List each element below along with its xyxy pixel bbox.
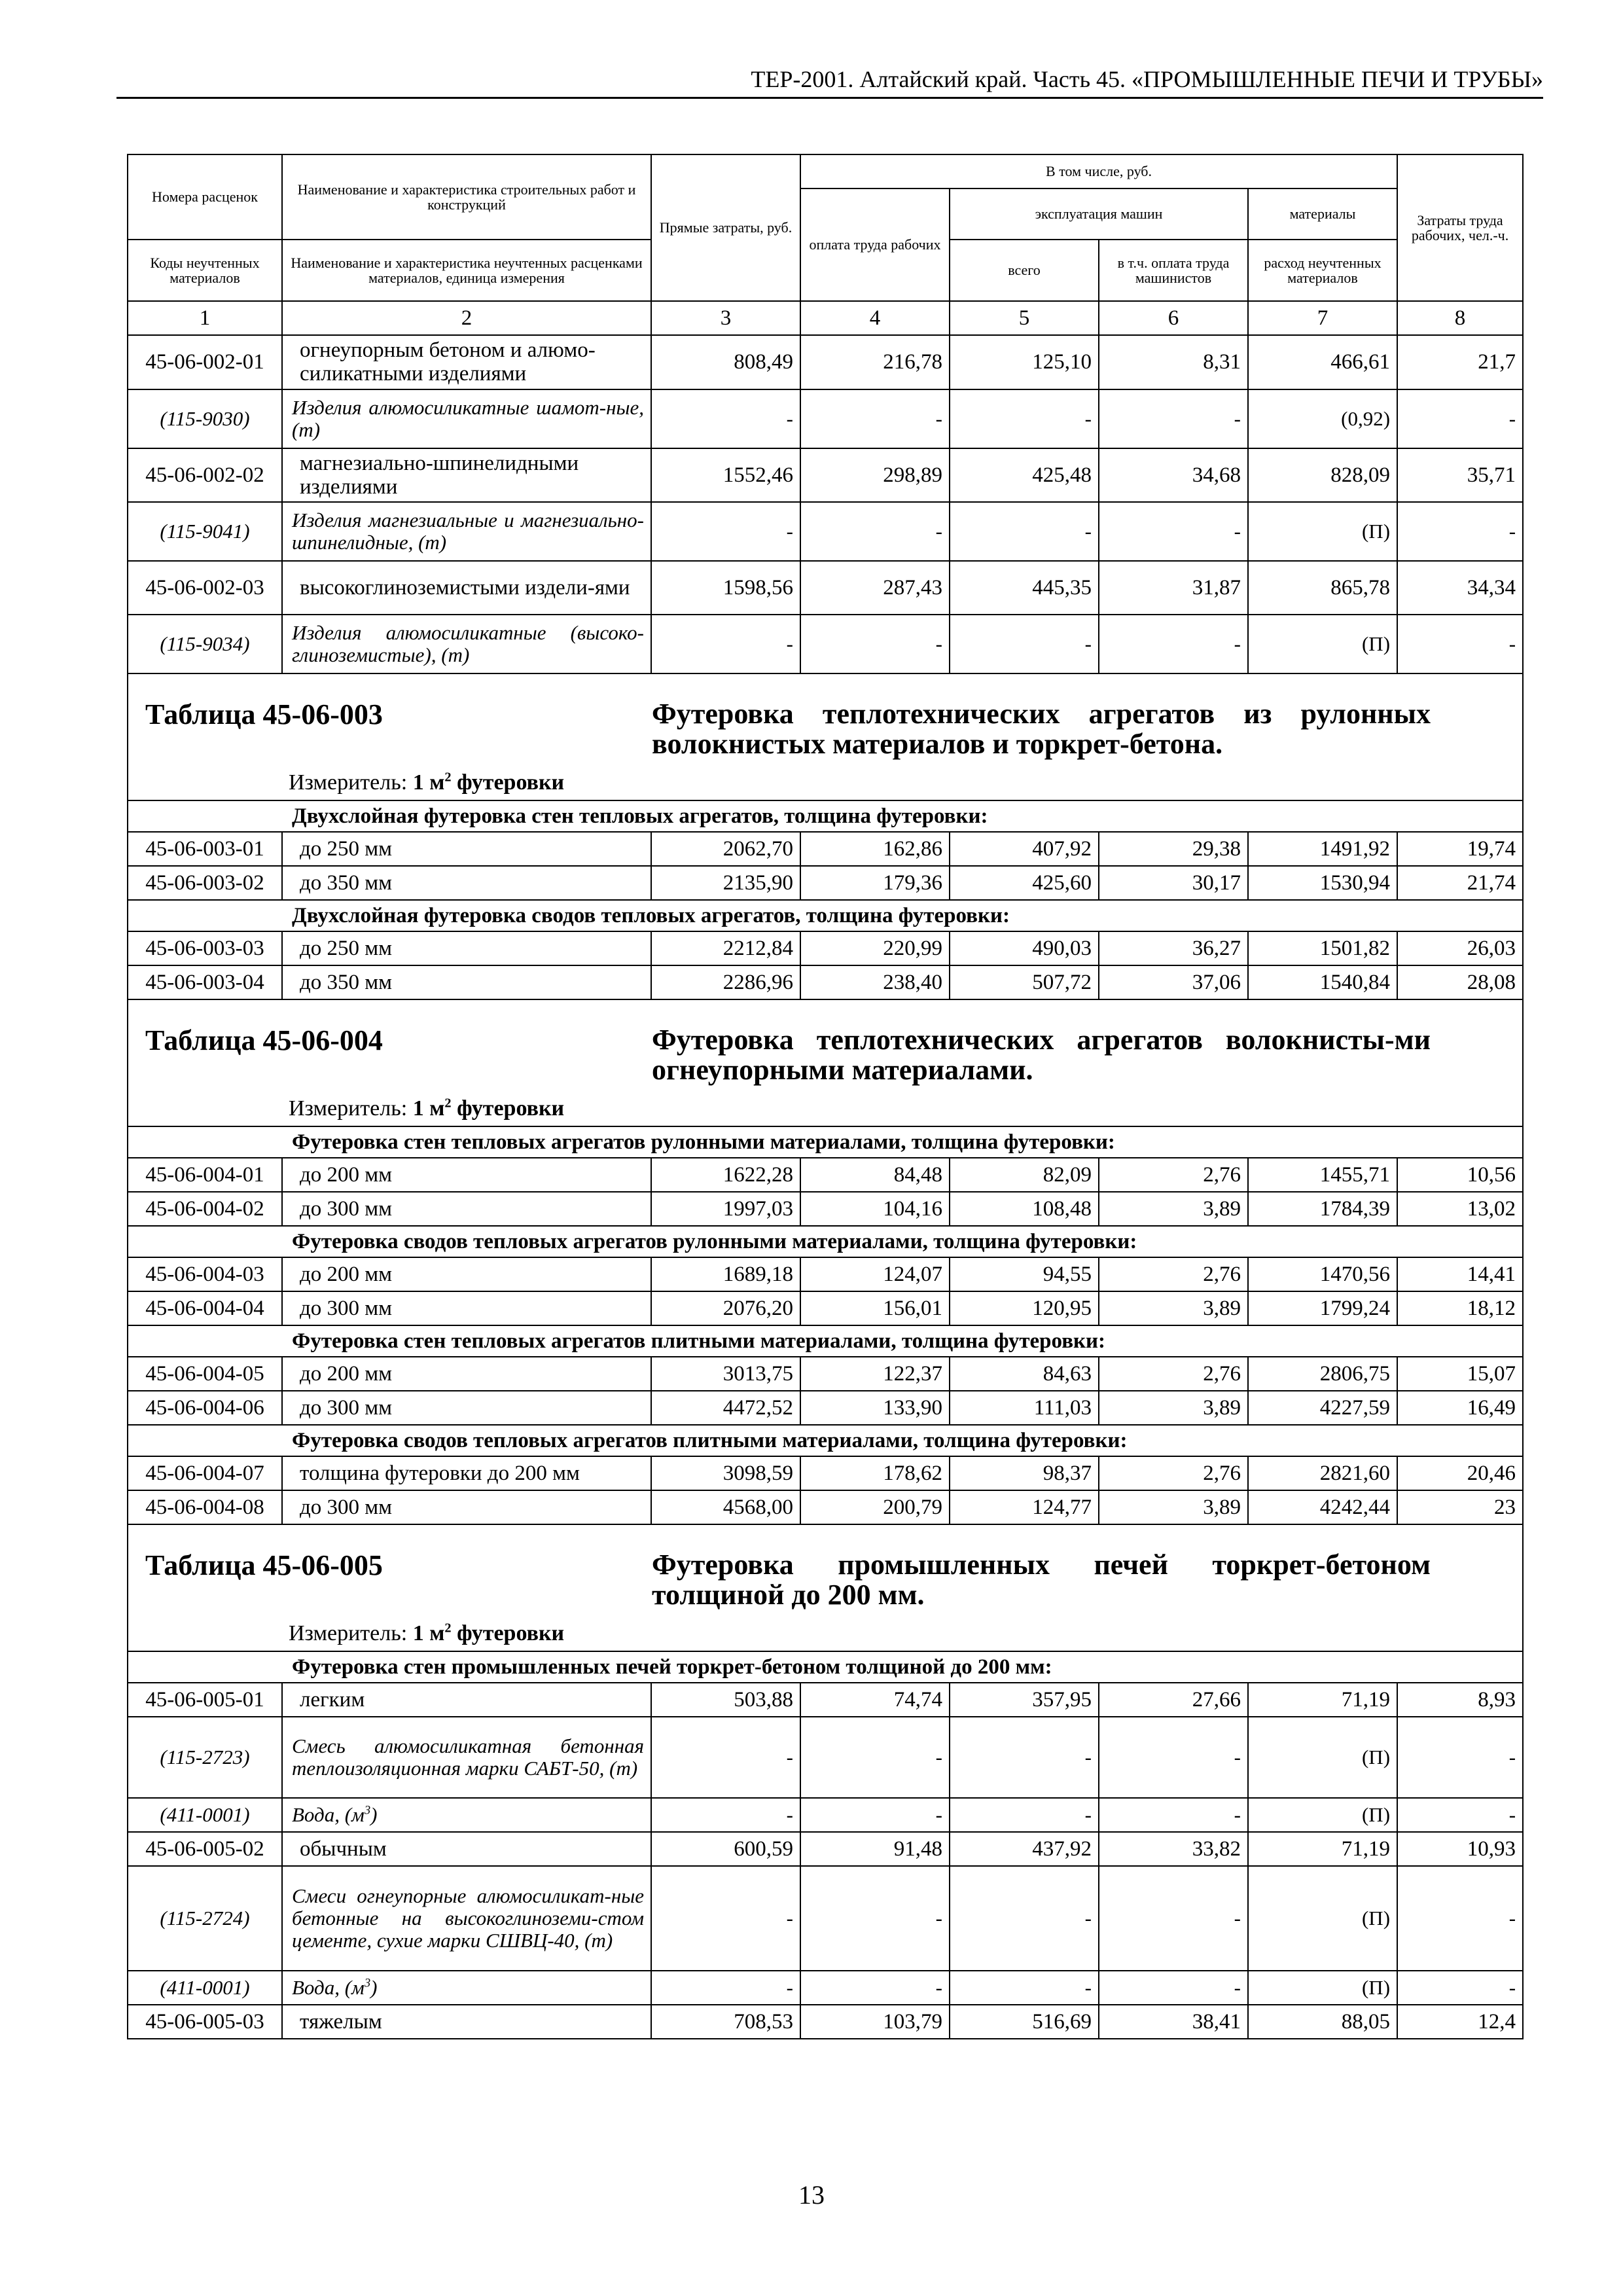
value-cell: 103,79 [800, 2005, 950, 2039]
rate-row [128, 2005, 1523, 2039]
value-cell: 21,74 [1397, 866, 1523, 900]
value-cell: - [1397, 1717, 1523, 1798]
rate-code: 45-06-002-03 [128, 561, 282, 615]
value-cell: 2806,75 [1248, 1357, 1397, 1391]
value-cell: 2062,70 [651, 832, 800, 866]
section-heading: Футеровка стен промышленных печей торкрет-бетоном толщиной до 200 мм: [128, 1651, 1523, 1683]
column-number: 6 [1099, 301, 1248, 335]
rate-row [128, 931, 1523, 965]
value-cell: - [1099, 615, 1248, 673]
section-heading: Футеровка сводов тепловых агрегатов плитными материалами, толщина футеровки: [128, 1425, 1523, 1456]
value-cell: 865,78 [1248, 561, 1397, 615]
header-col7: расход неучтенных материалов [1248, 240, 1397, 301]
rate-code: 45-06-004-02 [128, 1192, 282, 1226]
value-cell: - [800, 1866, 950, 1971]
rate-row [128, 965, 1523, 999]
measure-unit: Измеритель: 1 $м^2$ футеровки [128, 755, 1523, 800]
value-cell: 298,89 [800, 448, 950, 503]
rate-row [128, 1490, 1523, 1524]
rate-code: 45-06-003-01 [128, 832, 282, 866]
value-cell: 19,74 [1397, 832, 1523, 866]
rate-name: легким [282, 1683, 651, 1717]
rate-code: 45-06-004-08 [128, 1490, 282, 1524]
value-cell: 178,62 [800, 1456, 950, 1490]
value-cell: 1598,56 [651, 561, 800, 615]
value-cell: 437,92 [950, 1832, 1099, 1866]
value-cell: 124,07 [800, 1257, 950, 1291]
value-cell: 4242,44 [1248, 1490, 1397, 1524]
column-number: 8 [1397, 301, 1523, 335]
value-cell: - [950, 1798, 1099, 1832]
value-cell: 35,71 [1397, 448, 1523, 503]
value-cell: - [1397, 615, 1523, 673]
value-cell: 287,43 [800, 561, 950, 615]
rate-row [128, 1158, 1523, 1192]
value-cell: 88,05 [1248, 2005, 1397, 2039]
value-cell: 1622,28 [651, 1158, 800, 1192]
material-code: (411-0001) [128, 1798, 282, 1832]
table-heading [128, 999, 1523, 1086]
value-cell: 12,4 [1397, 2005, 1523, 2039]
value-cell: 15,07 [1397, 1357, 1523, 1391]
table-heading [128, 1524, 1523, 1611]
value-cell: (П) [1248, 1798, 1397, 1832]
value-cell: - [1397, 1971, 1523, 2005]
material-name: Изделия алюмосиликатные шамот-ные, (т) [282, 389, 651, 448]
value-cell: 425,48 [950, 448, 1099, 503]
value-cell: 407,92 [950, 832, 1099, 866]
value-cell: - [950, 615, 1099, 673]
value-cell: (П) [1248, 1971, 1397, 2005]
table-body [128, 154, 1523, 2039]
rate-row [128, 1357, 1523, 1391]
section-heading: Футеровка сводов тепловых агрегатов рулонными материалами, толщина футеровки: [128, 1226, 1523, 1257]
value-cell: 71,19 [1248, 1832, 1397, 1866]
value-cell: 36,27 [1099, 931, 1248, 965]
table-number: Таблица 45-06-003 [145, 698, 383, 731]
table-heading-row-003 [128, 673, 1523, 755]
rate-row [128, 1456, 1523, 1490]
rate-code: 45-06-003-03 [128, 931, 282, 965]
value-cell: 1997,03 [651, 1192, 800, 1226]
rate-code: 45-06-003-02 [128, 866, 282, 900]
material-row [128, 1717, 1523, 1798]
header-col1-bottom: Коды неучтенных материалов [128, 240, 282, 301]
value-cell: - [651, 1717, 800, 1798]
material-name: Изделия магнезиальные и магнезиально-шпинелидные, (т) [282, 502, 651, 561]
value-cell: 94,55 [950, 1257, 1099, 1291]
value-cell: 1491,92 [1248, 832, 1397, 866]
value-cell: 84,63 [950, 1357, 1099, 1391]
value-cell: 156,01 [800, 1291, 950, 1325]
column-number-row [128, 301, 1523, 335]
value-cell: 1540,84 [1248, 965, 1397, 999]
value-cell: 10,56 [1397, 1158, 1523, 1192]
value-cell: 503,88 [651, 1683, 800, 1717]
header-col2-bottom: Наименование и характеристика неучтенных расценками материалов, единица измерения [282, 240, 651, 301]
table-heading-row-005 [128, 1524, 1523, 1606]
table-title: Футеровка промышленных печей торкрет-бетоном толщиной до 200 мм. [652, 1549, 1431, 1611]
column-number: 1 [128, 301, 282, 335]
measure-row [128, 755, 1523, 800]
value-cell: 33,82 [1099, 1832, 1248, 1866]
rate-row [128, 1257, 1523, 1291]
material-row [128, 389, 1523, 448]
unit-superscript: 3 [364, 1976, 371, 1990]
value-cell: - [1397, 1798, 1523, 1832]
rate-name: до 200 мм [282, 1357, 651, 1391]
value-cell: 425,60 [950, 866, 1099, 900]
rate-code: 45-06-004-03 [128, 1257, 282, 1291]
material-code: (115-2723) [128, 1717, 282, 1798]
header-col1-top: Номера расценок [128, 154, 282, 240]
value-cell: 1552,46 [651, 448, 800, 503]
value-cell: 23 [1397, 1490, 1523, 1524]
header-materials: материалы [1248, 188, 1397, 240]
material-code: (115-9041) [128, 502, 282, 561]
rate-name: обычным [282, 1832, 651, 1866]
unit-superscript: 2 [444, 1621, 452, 1636]
value-cell: 1455,71 [1248, 1158, 1397, 1192]
value-cell: 91,48 [800, 1832, 950, 1866]
value-cell: 179,36 [800, 866, 950, 900]
value-cell: 2,76 [1099, 1158, 1248, 1192]
value-cell: 26,03 [1397, 931, 1523, 965]
value-cell: - [1099, 1798, 1248, 1832]
value-cell: 34,34 [1397, 561, 1523, 615]
value-cell: 516,69 [950, 2005, 1099, 2039]
rate-code: 45-06-004-07 [128, 1456, 282, 1490]
value-cell: 98,37 [950, 1456, 1099, 1490]
value-cell: (0,92) [1248, 389, 1397, 448]
unit-superscript: 2 [444, 1096, 452, 1111]
rate-row [128, 561, 1523, 615]
table-title: Футеровка теплотехнических агрегатов из рулонных волокнистых материалов и торкрет-бетона. [652, 698, 1431, 761]
rate-name: до 250 мм [282, 931, 651, 965]
column-number: 7 [1248, 301, 1397, 335]
section-heading: Футеровка стен тепловых агрегатов рулонными материалами, толщина футеровки: [128, 1126, 1523, 1158]
value-cell: - [1397, 389, 1523, 448]
rate-name: тяжелым [282, 2005, 651, 2039]
rate-name: до 300 мм [282, 1490, 651, 1524]
material-name: Изделия алюмосиликатные (высоко-глиноземистые), (т) [282, 615, 651, 673]
rate-code: 45-06-002-02 [128, 448, 282, 503]
section-heading: Двухслойная футеровка стен тепловых агрегатов, толщина футеровки: [128, 800, 1523, 832]
value-cell: 3,89 [1099, 1291, 1248, 1325]
rate-code: 45-06-002-01 [128, 335, 282, 389]
rate-name: толщина футеровки до 200 мм [282, 1456, 651, 1490]
table-title: Футеровка теплотехнических агрегатов волокнисты-ми огнеупорными материалами. [652, 1024, 1431, 1086]
value-cell: 27,66 [1099, 1683, 1248, 1717]
material-row [128, 1866, 1523, 1971]
measure-unit: Измеритель: 1 $м^2$ футеровки [128, 1081, 1523, 1126]
column-number: 3 [651, 301, 800, 335]
value-cell: - [651, 1866, 800, 1971]
rate-name: до 350 мм [282, 866, 651, 900]
running-head: ТЕР-2001. Алтайский край. Часть 45. «ПРОМЫШЛЕННЫЕ ПЕЧИ И ТРУБЫ» [116, 65, 1543, 99]
rate-row [128, 1683, 1523, 1717]
value-cell: 31,87 [1099, 561, 1248, 615]
rate-code: 45-06-005-01 [128, 1683, 282, 1717]
value-cell: 3,89 [1099, 1192, 1248, 1226]
material-code: (115-9030) [128, 389, 282, 448]
value-cell: 216,78 [800, 335, 950, 389]
value-cell: 2,76 [1099, 1357, 1248, 1391]
value-cell: 238,40 [800, 965, 950, 999]
value-cell: 445,35 [950, 561, 1099, 615]
rate-name: до 300 мм [282, 1291, 651, 1325]
value-cell: - [800, 1798, 950, 1832]
value-cell: - [1397, 1866, 1523, 1971]
value-cell: 133,90 [800, 1391, 950, 1425]
value-cell: 3,89 [1099, 1391, 1248, 1425]
value-cell: 124,77 [950, 1490, 1099, 1524]
material-name: Смеси огнеупорные алюмосиликат-ные бетонные на высокоглиноземи-стом цементе, сухие марки СШВЦ-40, (т) [282, 1866, 651, 1971]
rate-code: 45-06-004-01 [128, 1158, 282, 1192]
value-cell: 34,68 [1099, 448, 1248, 503]
header-col4: оплата труда рабочих [800, 188, 950, 301]
value-cell: (П) [1248, 1717, 1397, 1798]
material-row [128, 502, 1523, 561]
value-cell: - [651, 502, 800, 561]
value-cell: 21,7 [1397, 335, 1523, 389]
value-cell: - [1099, 1717, 1248, 1798]
rate-code: 45-06-003-04 [128, 965, 282, 999]
value-cell: 120,95 [950, 1291, 1099, 1325]
rates-table [127, 154, 1524, 2039]
rate-name: высокоглиноземистыми издели-ями [282, 561, 651, 615]
value-cell: 20,46 [1397, 1456, 1523, 1490]
value-cell: 82,09 [950, 1158, 1099, 1192]
table-number: Таблица 45-06-004 [145, 1024, 383, 1057]
rate-name: до 300 мм [282, 1192, 651, 1226]
value-cell: 71,19 [1248, 1683, 1397, 1717]
value-cell: 108,48 [950, 1192, 1099, 1226]
value-cell: 2076,20 [651, 1291, 800, 1325]
header-col2-top: Наименование и характеристика строительных работ и конструкций [282, 154, 651, 240]
section-heading-row [128, 900, 1523, 931]
value-cell: 2821,60 [1248, 1456, 1397, 1490]
value-cell: - [800, 389, 950, 448]
value-cell: 2286,96 [651, 965, 800, 999]
rate-code: 45-06-004-05 [128, 1357, 282, 1391]
rate-row [128, 1832, 1523, 1866]
rate-code: 45-06-004-04 [128, 1291, 282, 1325]
rate-row [128, 335, 1523, 389]
header-col6: в т.ч. оплата труда машинистов [1099, 240, 1248, 301]
value-cell: (П) [1248, 1866, 1397, 1971]
value-cell: 30,17 [1099, 866, 1248, 900]
value-cell: - [800, 1717, 950, 1798]
value-cell: - [950, 1866, 1099, 1971]
value-cell: 18,12 [1397, 1291, 1523, 1325]
rate-code: 45-06-005-02 [128, 1832, 282, 1866]
value-cell: 111,03 [950, 1391, 1099, 1425]
rate-row [128, 1192, 1523, 1226]
value-cell: 490,03 [950, 931, 1099, 965]
value-cell: 28,08 [1397, 965, 1523, 999]
value-cell: - [800, 1971, 950, 2005]
value-cell: 84,48 [800, 1158, 950, 1192]
rate-name: до 300 мм [282, 1391, 651, 1425]
value-cell: 29,38 [1099, 832, 1248, 866]
material-row [128, 1798, 1523, 1832]
measure-value: 1 $м^2$ футеровки [412, 1096, 565, 1121]
value-cell: - [800, 502, 950, 561]
value-cell: 16,49 [1397, 1391, 1523, 1425]
value-cell: 3,89 [1099, 1490, 1248, 1524]
value-cell: 4227,59 [1248, 1391, 1397, 1425]
column-number: 4 [800, 301, 950, 335]
value-cell: 74,74 [800, 1683, 950, 1717]
value-cell: - [950, 1717, 1099, 1798]
header-incl: В том числе, руб. [800, 154, 1397, 188]
value-cell: 1530,94 [1248, 866, 1397, 900]
value-cell: 708,53 [651, 2005, 800, 2039]
material-row [128, 615, 1523, 673]
material-name: Вода, $(м^3)$ [282, 1798, 651, 1832]
value-cell: 220,99 [800, 931, 950, 965]
column-number: 5 [950, 301, 1099, 335]
material-code: (115-2724) [128, 1866, 282, 1971]
value-cell: 200,79 [800, 1490, 950, 1524]
section-heading-row [128, 1325, 1523, 1357]
value-cell: (П) [1248, 502, 1397, 561]
material-name: Вода, $(м^3)$ [282, 1971, 651, 2005]
rate-row [128, 1391, 1523, 1425]
section-heading: Двухслойная футеровка сводов тепловых агрегатов, толщина футеровки: [128, 900, 1523, 931]
table-heading [128, 673, 1523, 761]
value-cell: 2,76 [1099, 1257, 1248, 1291]
value-cell: - [651, 1971, 800, 2005]
section-heading-row [128, 1651, 1523, 1683]
value-cell: - [1099, 502, 1248, 561]
measure-row [128, 1606, 1523, 1651]
header-col3: Прямые затраты, руб. [651, 154, 800, 301]
value-cell: 162,86 [800, 832, 950, 866]
value-cell: - [950, 1971, 1099, 2005]
value-cell: - [1099, 389, 1248, 448]
table-number: Таблица 45-06-005 [145, 1549, 383, 1582]
header-col8: Затраты труда рабочих, чел.-ч. [1397, 154, 1523, 301]
value-cell: 13,02 [1397, 1192, 1523, 1226]
table-heading-row-004 [128, 999, 1523, 1081]
header-col5: всего [950, 240, 1099, 301]
value-cell: - [800, 615, 950, 673]
value-cell: 125,10 [950, 335, 1099, 389]
page-number: 13 [798, 2180, 825, 2210]
value-cell: 8,93 [1397, 1683, 1523, 1717]
column-number: 2 [282, 301, 651, 335]
value-cell: 2,76 [1099, 1456, 1248, 1490]
value-cell: 357,95 [950, 1683, 1099, 1717]
value-cell: 4568,00 [651, 1490, 800, 1524]
value-cell: - [1099, 1866, 1248, 1971]
value-cell: 828,09 [1248, 448, 1397, 503]
unit-superscript: 2 [444, 770, 452, 785]
rate-name: магнезиально-шпинелидными изделиями [282, 448, 651, 503]
value-cell: 38,41 [1099, 2005, 1248, 2039]
rate-name: огнеупорным бетоном и алюмо-силикатными изделиями [282, 335, 651, 389]
value-cell: 507,72 [950, 965, 1099, 999]
value-cell: 104,16 [800, 1192, 950, 1226]
value-cell: - [651, 1798, 800, 1832]
value-cell: - [1099, 1971, 1248, 2005]
value-cell: 8,31 [1099, 335, 1248, 389]
value-cell: 1501,82 [1248, 931, 1397, 965]
section-heading-row [128, 800, 1523, 832]
rates-content [127, 154, 1522, 2039]
rate-name: до 250 мм [282, 832, 651, 866]
material-row [128, 1971, 1523, 2005]
value-cell: 3098,59 [651, 1456, 800, 1490]
rate-name: до 200 мм [282, 1257, 651, 1291]
rate-row [128, 1291, 1523, 1325]
rate-row [128, 448, 1523, 503]
value-cell: (П) [1248, 615, 1397, 673]
material-code: (115-9034) [128, 615, 282, 673]
value-cell: 1689,18 [651, 1257, 800, 1291]
value-cell: 600,59 [651, 1832, 800, 1866]
header-machines: эксплуатация машин [950, 188, 1248, 240]
measure-row [128, 1081, 1523, 1126]
measure-value: 1 $м^2$ футеровки [412, 1621, 565, 1645]
value-cell: 4472,52 [651, 1391, 800, 1425]
value-cell: 1470,56 [1248, 1257, 1397, 1291]
header-row-1 [128, 154, 1523, 188]
value-cell: 1784,39 [1248, 1192, 1397, 1226]
unit-superscript: 3 [364, 1803, 371, 1818]
value-cell: 122,37 [800, 1357, 950, 1391]
material-name: Смесь алюмосиликатная бетонная теплоизоляционная марки САБТ-50, (т) [282, 1717, 651, 1798]
material-code: (411-0001) [128, 1971, 282, 2005]
value-cell: 2212,84 [651, 931, 800, 965]
value-cell: 466,61 [1248, 335, 1397, 389]
value-cell: 10,93 [1397, 1832, 1523, 1866]
rate-code: 45-06-004-06 [128, 1391, 282, 1425]
rate-row [128, 832, 1523, 866]
value-cell: 2135,90 [651, 866, 800, 900]
section-heading-row [128, 1226, 1523, 1257]
value-cell: 37,06 [1099, 965, 1248, 999]
measure-value: 1 $м^2$ футеровки [412, 770, 565, 795]
value-cell: - [651, 389, 800, 448]
section-heading-row [128, 1425, 1523, 1456]
value-cell: - [950, 389, 1099, 448]
value-cell: - [1397, 502, 1523, 561]
value-cell: - [950, 502, 1099, 561]
rate-name: до 200 мм [282, 1158, 651, 1192]
value-cell: 1799,24 [1248, 1291, 1397, 1325]
section-heading-row [128, 1126, 1523, 1158]
measure-unit: Измеритель: 1 $м^2$ футеровки [128, 1606, 1523, 1651]
rate-code: 45-06-005-03 [128, 2005, 282, 2039]
value-cell: 808,49 [651, 335, 800, 389]
value-cell: 14,41 [1397, 1257, 1523, 1291]
rate-name: до 350 мм [282, 965, 651, 999]
value-cell: 3013,75 [651, 1357, 800, 1391]
section-heading: Футеровка стен тепловых агрегатов плитными материалами, толщина футеровки: [128, 1325, 1523, 1357]
value-cell: - [651, 615, 800, 673]
rate-row [128, 866, 1523, 900]
